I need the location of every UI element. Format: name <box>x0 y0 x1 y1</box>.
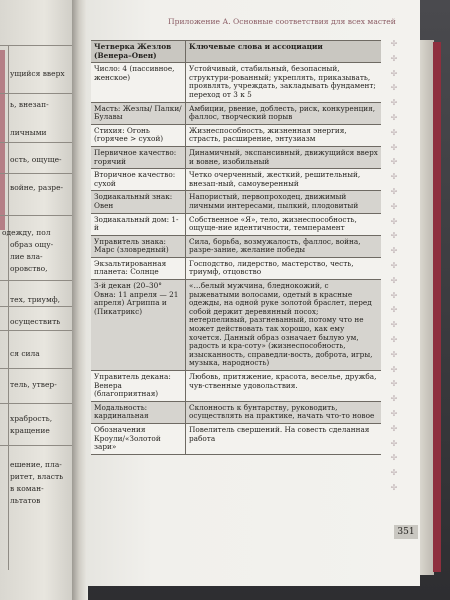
table-row <box>91 169 381 191</box>
row-text: Господство, лидерство, мастерство, честь, триумф, отцовство <box>186 257 382 279</box>
row-text: Собственное «Я», тело, жизнеспособность, ощуще-ние идентичности, темперамент <box>186 213 382 235</box>
left-page-fragment: кращение <box>10 426 50 435</box>
table-row <box>91 191 381 213</box>
left-page-fragment: тех, триумф, <box>10 295 61 304</box>
left-page-fragment: ущийся вверх <box>10 69 65 78</box>
row-label: Число: 4 (пассивное, женское) <box>91 63 186 102</box>
left-page-fragment: лие вла- <box>10 252 43 261</box>
row-text: Сила, борьба, возмужалость, фаллос, война, разре-зание, желание победы <box>186 235 382 257</box>
table-row <box>91 102 381 124</box>
left-page-fragment: ость, ощуще- <box>10 155 62 164</box>
left-page-fragment: личными <box>10 128 47 137</box>
table-row <box>91 371 381 402</box>
left-page-rule <box>0 403 74 404</box>
left-page-accent-bar <box>0 50 5 230</box>
table-header-row <box>91 41 381 63</box>
left-page-fragment: осуществить <box>10 317 61 326</box>
table-row <box>91 124 381 146</box>
left-page-rule <box>0 215 74 216</box>
row-text: «…белый мужчина, бледнокожий, с рыжеватыми волосами, одетый в красные одежды, на одной руке золотой браслет, перед собой держит деревянный посох; нетерпеливый, разгневанный, потому что не может действовать так хорошо, как ему хочется. Данный образ означает былую ум, радость и кра-соту» (жизнеспособность, изысканность, справедли-вость, доброта, игры, музыка, народность) <box>186 280 382 371</box>
table-row <box>91 257 381 279</box>
row-text: Устойчивый, стабильный, безопасный, структури-рованный; укреплять, приказывать, проявлять, учреждать, закладывать фундамент; переход от 3 к 5 <box>186 63 382 102</box>
row-label: Первичное качество: горячий <box>91 146 186 168</box>
left-page-rule <box>0 280 74 281</box>
page-edges <box>420 40 434 575</box>
left-page-fragment: оровство, <box>10 264 48 273</box>
left-page-fragment: ь, внезап- <box>10 100 49 109</box>
left-page-fragment: одежду, пол <box>2 228 51 237</box>
left-page-rule <box>0 93 74 94</box>
row-label: Зодиакальный дом: 1-й <box>91 213 186 235</box>
row-label: Стихия: Огонь (горячее > сухой) <box>91 124 186 146</box>
left-page-rule <box>0 368 74 369</box>
row-text: Напористый, первопроходец, движимый личными интересами, пылкий, плодовитый <box>186 191 382 213</box>
left-page-fragment: ся сила <box>10 349 40 358</box>
left-page-fragment: войне, разре- <box>10 183 64 192</box>
left-page-rule <box>0 173 74 174</box>
running-head: Приложение А. Основные соответствия для всех мастей <box>168 17 396 26</box>
left-page-fragment: льтатов <box>10 496 41 505</box>
left-page-rule <box>0 306 74 307</box>
table-header-cell: Четверка Жезлов (Венера–Овен) <box>91 41 186 63</box>
row-label: 3-й декан (20–30° Овна: 11 апреля — 21 апреля) Агриппа и (Пикатрикс) <box>91 280 186 371</box>
table-row <box>91 63 381 102</box>
row-label: Управитель декана: Венера (благоприятная) <box>91 371 186 402</box>
row-label: Модальность: кардинальная <box>91 401 186 423</box>
left-page-fragment: в коман- <box>10 484 44 493</box>
left-page-rule <box>0 445 74 446</box>
row-text: Четко очерченный, жесткий, решительный, внезап-ный, самоуверенный <box>186 169 382 191</box>
page-number: 351 <box>394 525 418 539</box>
row-label: Управитель знака: Марс (зловредный) <box>91 235 186 257</box>
correspondence-table <box>91 40 381 455</box>
table-row <box>91 401 381 423</box>
row-label: Зодиакальный знак: Овен <box>91 191 186 213</box>
row-text: Жизнеспособность, жизненная энергия, страсть, расширение, энтузиазм <box>186 124 382 146</box>
ornament-border: ✢ ✢ ✢ ✢ ✢ ✢ ✢ ✢ ✢ ✢ ✢ ✢ ✢ ✢ ✢ ✢ ✢ ✢ ✢ ✢ ✢ ✢ ✢ ✢ ✢ ✢ ✢ ✢ ✢ ✢ ✢ <box>390 39 398 492</box>
row-text: Повелитель свершений. На совесть сделанная работа <box>186 423 382 454</box>
row-label: Экзальтированная планета: Солнце <box>91 257 186 279</box>
row-text: Любовь, притяжение, красота, веселье, дружба, чув-ственные удовольствия. <box>186 371 382 402</box>
left-page-fragment: храбрость, <box>10 414 53 423</box>
left-page-fragment: ритет, власть <box>10 472 64 481</box>
left-page-rule <box>0 330 74 331</box>
table-row <box>91 423 381 454</box>
book-cover-edge <box>433 42 441 572</box>
table-row <box>91 235 381 257</box>
table-row <box>91 146 381 168</box>
left-page-fragment: образ ощу- <box>10 240 54 249</box>
row-text: Динамичный, экспансивный, движущийся вверх и вовне, изобильный <box>186 146 382 168</box>
row-label: Вторичное качество: сухой <box>91 169 186 191</box>
left-page <box>0 0 74 600</box>
left-page-rule <box>0 45 74 46</box>
left-page-fragment: ешение, пла- <box>10 460 62 469</box>
row-label: Масть: Жезлы/ Палки/Булавы <box>91 102 186 124</box>
row-text: Амбиции, рвение, доблесть, риск, конкуренция, фаллос, творческий порыв <box>186 102 382 124</box>
left-page-fragment: тель, утвер- <box>10 380 57 389</box>
table-header-cell: Ключевые слова и ассоциации <box>186 41 382 63</box>
left-page-column-rule <box>8 45 9 570</box>
table-row <box>91 213 381 235</box>
table-row <box>91 280 381 371</box>
row-label: Обозначения Кроули/«Золотой зари» <box>91 423 186 454</box>
table-body <box>91 63 381 455</box>
left-page-rule <box>0 142 74 143</box>
row-text: Склонность к бунтарству, руководить, осуществлять на практике, начать что-то новое <box>186 401 382 423</box>
